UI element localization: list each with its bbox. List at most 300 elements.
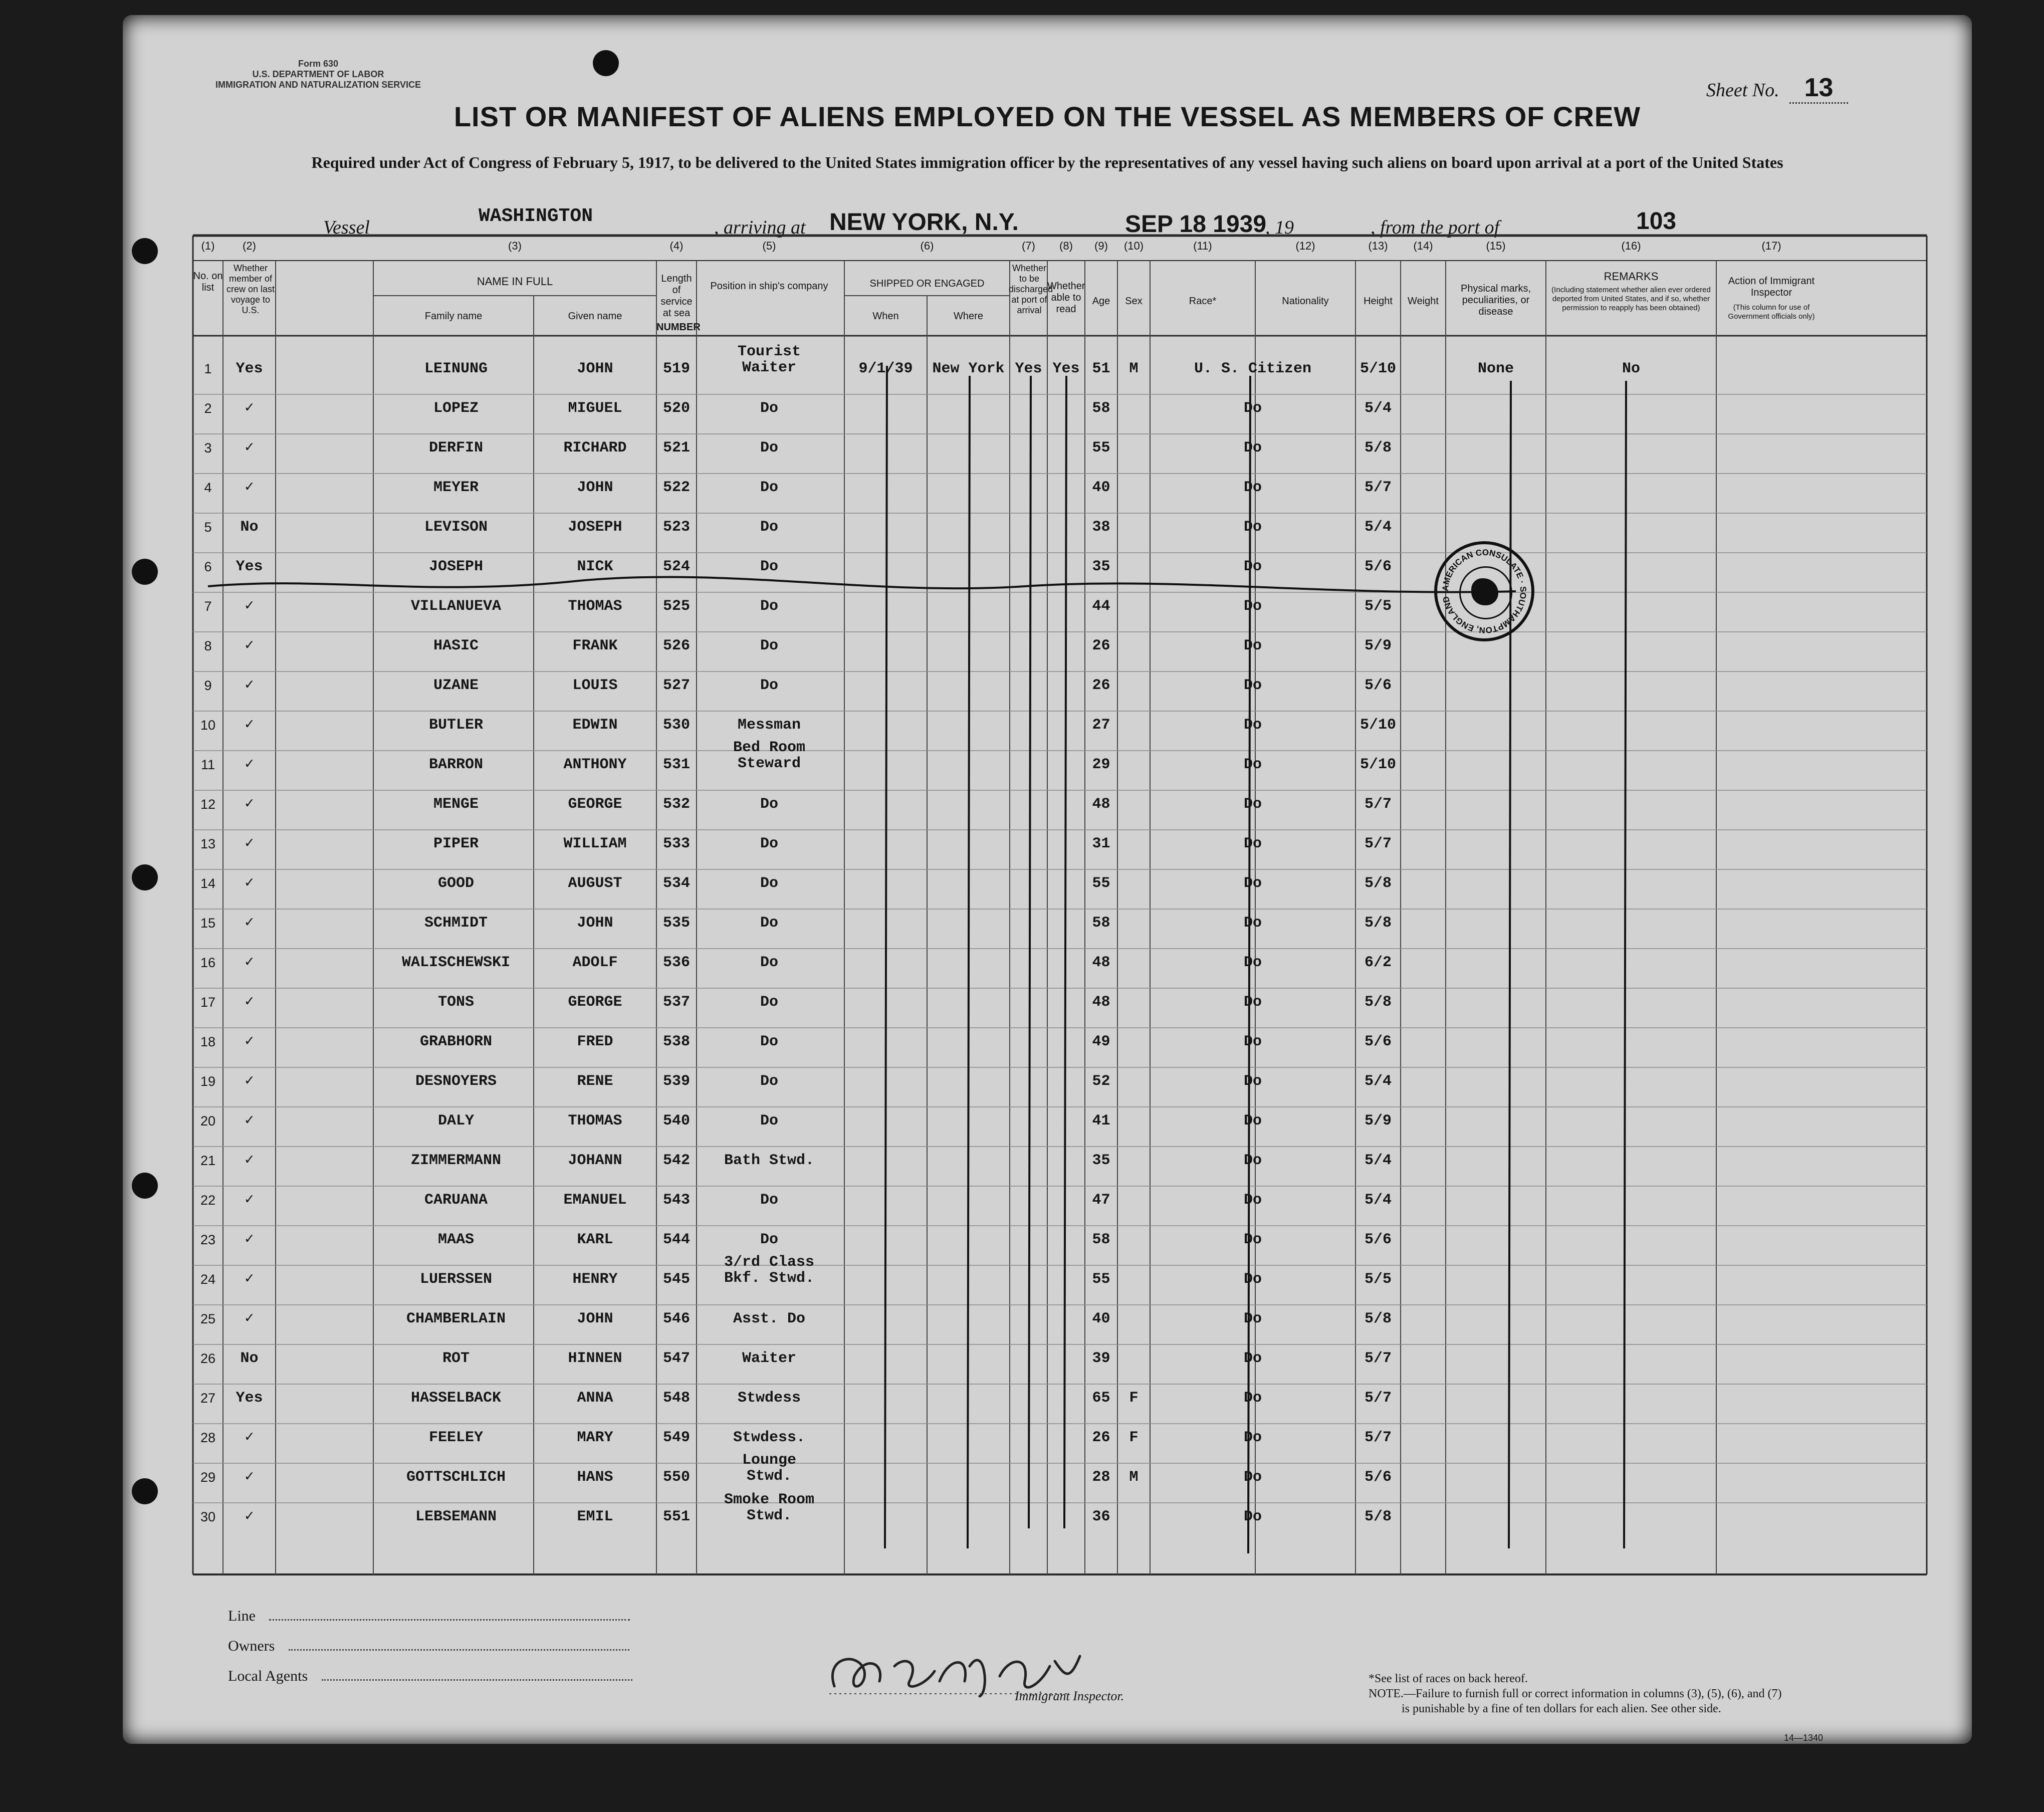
col-label-family: Family name bbox=[424, 311, 483, 322]
age: 28 bbox=[1092, 1469, 1110, 1486]
race-nationality: Do bbox=[1243, 717, 1262, 734]
table-row bbox=[123, 400, 1972, 440]
table-row bbox=[123, 1350, 1972, 1390]
line-label: Line bbox=[228, 1608, 256, 1624]
position: Bath Stwd. bbox=[724, 1152, 815, 1169]
height: 5/4 bbox=[1364, 1192, 1392, 1209]
family-name: BARRON bbox=[428, 756, 484, 773]
family-name: LUERSSEN bbox=[419, 1271, 493, 1288]
remarks: No bbox=[1622, 360, 1640, 377]
race-nationality: Do bbox=[1243, 994, 1262, 1011]
row-number: 24 bbox=[200, 1272, 216, 1287]
race-nationality: Do bbox=[1243, 1429, 1262, 1446]
race-nationality: Do bbox=[1243, 1073, 1262, 1090]
family-name: FEELEY bbox=[428, 1429, 484, 1446]
col-no-7: (7) bbox=[1022, 240, 1035, 252]
service-number: 522 bbox=[662, 479, 690, 496]
row-number: 28 bbox=[200, 1430, 216, 1445]
svg-text:AMERICAN CONSULATE · SOUTHAMPT bbox=[1441, 548, 1528, 635]
row-number: 6 bbox=[204, 559, 212, 574]
height: 5/10 bbox=[1359, 717, 1396, 734]
service-number: 540 bbox=[662, 1112, 690, 1129]
service-number: 542 bbox=[662, 1152, 690, 1169]
age: 38 bbox=[1092, 519, 1110, 536]
race-nationality: Do bbox=[1243, 1231, 1262, 1248]
prev-voyage: ✓ bbox=[245, 637, 254, 654]
given-name: HINNEN bbox=[568, 1350, 622, 1367]
prev-voyage: ✓ bbox=[245, 994, 254, 1011]
height: 5/8 bbox=[1364, 1508, 1392, 1525]
row-number: 3 bbox=[204, 440, 212, 456]
family-name: WALISCHEWSKI bbox=[401, 954, 511, 971]
service-number: 537 bbox=[662, 994, 690, 1011]
position: Do bbox=[760, 519, 778, 536]
family-name: ROT bbox=[442, 1350, 470, 1367]
family-name: GOOD bbox=[437, 875, 474, 892]
race-nationality: Do bbox=[1243, 1033, 1262, 1050]
position: Do bbox=[760, 637, 778, 654]
consulate-stamp bbox=[1434, 541, 1534, 641]
height: 5/8 bbox=[1364, 994, 1392, 1011]
sheet-value: 13 bbox=[1789, 73, 1849, 104]
able-to-read: Yes bbox=[1052, 360, 1080, 377]
position: Do bbox=[760, 994, 778, 1011]
family-name: LOPEZ bbox=[433, 400, 479, 417]
height: 5/6 bbox=[1364, 1469, 1392, 1486]
given-name: RENE bbox=[577, 1073, 613, 1090]
age: 52 bbox=[1092, 1073, 1110, 1090]
service-number: 539 bbox=[662, 1073, 690, 1090]
service-number: 550 bbox=[662, 1469, 690, 1486]
owners-label: Owners bbox=[228, 1638, 275, 1654]
row-number: 10 bbox=[200, 718, 216, 733]
footnotes bbox=[1369, 1671, 1781, 1716]
row-number: 11 bbox=[200, 757, 215, 772]
stamp-text: AMERICAN CONSULATE · SOUTHAMPTON, ENGLAND bbox=[1440, 547, 1528, 635]
given-name: JOSEPH bbox=[568, 519, 622, 536]
age: 48 bbox=[1092, 994, 1110, 1011]
race-nationality: Do bbox=[1243, 1112, 1262, 1129]
family-name: ZIMMERMANN bbox=[410, 1152, 502, 1169]
height: 5/8 bbox=[1364, 875, 1392, 892]
race-nationality: Do bbox=[1243, 1152, 1262, 1169]
position: Stwdess. bbox=[733, 1429, 806, 1446]
col-label-sex: Sex bbox=[1125, 296, 1143, 307]
given-name: FRANK bbox=[572, 637, 618, 654]
penalty-note-1: NOTE.—Failure to furnish full or correct information in columns (3), (5), (6), and (7) bbox=[1369, 1687, 1782, 1700]
position: Do bbox=[760, 400, 778, 417]
vessel-name: WASHINGTON bbox=[479, 205, 593, 227]
row-number: 27 bbox=[200, 1391, 216, 1406]
age: 55 bbox=[1092, 439, 1110, 457]
table-row bbox=[123, 836, 1972, 875]
shipped-where: New York bbox=[932, 360, 1005, 377]
age: 39 bbox=[1092, 1350, 1110, 1367]
height: 5/8 bbox=[1364, 915, 1392, 932]
service-number: 523 bbox=[662, 519, 690, 536]
table-row bbox=[123, 915, 1972, 955]
age: 58 bbox=[1092, 915, 1110, 932]
col-label-name: NAME IN FULL bbox=[477, 275, 553, 288]
family-name: CARUANA bbox=[424, 1192, 488, 1209]
row-number: 16 bbox=[200, 955, 216, 970]
height: 6/2 bbox=[1364, 954, 1392, 971]
from-label: , from the port of bbox=[1371, 217, 1500, 238]
race-nationality: Do bbox=[1243, 637, 1262, 654]
age: 27 bbox=[1092, 717, 1110, 734]
service-number: 543 bbox=[662, 1192, 690, 1209]
position: Do bbox=[760, 558, 778, 575]
given-name: EDWIN bbox=[572, 717, 618, 734]
height: 5/10 bbox=[1359, 756, 1396, 773]
height: 5/8 bbox=[1364, 1310, 1392, 1327]
family-name: MAAS bbox=[437, 1231, 474, 1248]
service-number: 526 bbox=[662, 637, 690, 654]
height: 5/7 bbox=[1364, 1350, 1392, 1367]
age: 31 bbox=[1092, 835, 1110, 852]
col-no-4: (4) bbox=[669, 240, 684, 252]
position: Waiter bbox=[742, 359, 797, 376]
given-name: JOHN bbox=[577, 915, 613, 932]
table-row bbox=[123, 677, 1972, 717]
given-name: GEORGE bbox=[568, 796, 622, 813]
age: 26 bbox=[1092, 677, 1110, 694]
row-number: 26 bbox=[200, 1351, 216, 1366]
service-number: 521 bbox=[662, 439, 690, 457]
family-name: GRABHORN bbox=[419, 1033, 493, 1050]
page-subtitle: Required under Act of Congress of February 5, 1917, to be delivered to the United States immigration officer by the representatives of any vessel having such aliens on board upon arrival at a port of the United States bbox=[311, 153, 1783, 171]
family-name: LEINUNG bbox=[424, 360, 488, 377]
row-number: 23 bbox=[200, 1232, 216, 1247]
table-row bbox=[123, 343, 1972, 400]
sex: F bbox=[1129, 1390, 1139, 1407]
given-name: JOHN bbox=[577, 1310, 613, 1327]
table-row bbox=[123, 1452, 1972, 1509]
service-number: 551 bbox=[662, 1508, 690, 1525]
row-number: 14 bbox=[200, 876, 216, 891]
prev-voyage: ✓ bbox=[245, 915, 254, 932]
given-name: LOUIS bbox=[572, 677, 618, 694]
col-label-height: Height bbox=[1364, 296, 1393, 307]
family-name: LEBSEMANN bbox=[415, 1508, 497, 1525]
col-label-no: No. on list bbox=[193, 271, 223, 293]
col-no-14: (14) bbox=[1413, 240, 1433, 252]
prev-voyage: ✓ bbox=[245, 875, 254, 892]
height: 5/6 bbox=[1364, 1033, 1392, 1050]
race-nationality: Do bbox=[1243, 1469, 1262, 1486]
table-row bbox=[123, 955, 1972, 994]
col-no-10: (10) bbox=[1123, 240, 1144, 252]
col-no-5: (5) bbox=[762, 240, 776, 252]
prev-voyage: No bbox=[240, 519, 259, 536]
age: 41 bbox=[1092, 1112, 1110, 1129]
given-name: RICHARD bbox=[563, 439, 627, 457]
position: Do bbox=[760, 677, 778, 694]
table-row bbox=[123, 1491, 1972, 1548]
family-name: DERFIN bbox=[428, 439, 484, 457]
prev-voyage: ✓ bbox=[245, 1271, 254, 1288]
height: 5/4 bbox=[1364, 519, 1392, 536]
given-name: MARY bbox=[577, 1429, 613, 1446]
row-number: 29 bbox=[200, 1470, 216, 1485]
race-nationality: Do bbox=[1243, 1390, 1262, 1407]
position: Do bbox=[760, 1192, 778, 1209]
table-row bbox=[123, 994, 1972, 1034]
race-nationality: Do bbox=[1243, 1271, 1262, 1288]
arriving-label: , arriving at bbox=[714, 217, 806, 238]
race-nationality: Do bbox=[1243, 796, 1262, 813]
family-name: MENGE bbox=[433, 796, 479, 813]
position: Steward bbox=[737, 755, 801, 772]
physical-marks: None bbox=[1477, 360, 1514, 377]
col-no-8: (8) bbox=[1059, 240, 1073, 252]
col-no-12: (12) bbox=[1295, 240, 1315, 252]
service-number: 519 bbox=[662, 360, 690, 377]
row-number: 22 bbox=[200, 1193, 216, 1208]
service-number: 520 bbox=[662, 400, 690, 417]
arrival-port: NEW YORK, N.Y. bbox=[829, 209, 1019, 236]
given-name: THOMAS bbox=[568, 598, 622, 615]
col-label-age: Age bbox=[1092, 296, 1110, 307]
table-row bbox=[123, 1311, 1972, 1350]
race-nationality: Do bbox=[1243, 1508, 1262, 1525]
service-number: 536 bbox=[662, 954, 690, 971]
prev-voyage: ✓ bbox=[245, 479, 254, 496]
agents-field bbox=[228, 1668, 632, 1685]
col-label-prev-voyage: Whether member of crew on last voyage to U.S. bbox=[226, 263, 275, 315]
given-name: AUGUST bbox=[568, 875, 622, 892]
age: 58 bbox=[1092, 1231, 1110, 1248]
department-name: U.S. DEPARTMENT OF LABOR bbox=[252, 69, 384, 79]
service-number: 530 bbox=[662, 717, 690, 734]
service-number: 532 bbox=[662, 796, 690, 813]
row-number: 21 bbox=[200, 1153, 216, 1168]
prev-voyage: Yes bbox=[236, 360, 263, 377]
arrival-date: SEP 18 1939 bbox=[1125, 211, 1267, 238]
line-field bbox=[228, 1608, 630, 1625]
given-name: JOHN bbox=[577, 360, 613, 377]
col-label-given: Given name bbox=[568, 311, 622, 322]
height: 5/5 bbox=[1364, 1271, 1392, 1288]
service-number: 547 bbox=[662, 1350, 690, 1367]
family-name: UZANE bbox=[433, 677, 479, 694]
inspector-label: Immigrant Inspector. bbox=[1015, 1689, 1124, 1703]
height: 5/7 bbox=[1364, 1429, 1392, 1446]
family-name: CHAMBERLAIN bbox=[406, 1310, 506, 1327]
family-name: LEVISON bbox=[424, 519, 488, 536]
prev-voyage: ✓ bbox=[245, 1033, 254, 1050]
row-number: 2 bbox=[204, 401, 212, 416]
col-label-race: Race* bbox=[1189, 296, 1217, 307]
race-nationality: U. S. Citizen bbox=[1194, 360, 1312, 377]
age: 47 bbox=[1092, 1192, 1110, 1209]
service-name: IMMIGRATION AND NATURALIZATION SERVICE bbox=[215, 80, 421, 90]
family-name: JOSEPH bbox=[428, 558, 484, 575]
height: 5/9 bbox=[1364, 637, 1392, 654]
race-nationality: Do bbox=[1243, 875, 1262, 892]
age: 26 bbox=[1092, 1429, 1110, 1446]
table-row bbox=[123, 796, 1972, 836]
manifest-sheet bbox=[123, 15, 1972, 1744]
race-nationality: Do bbox=[1243, 915, 1262, 932]
table-row bbox=[123, 1390, 1972, 1430]
position: Stwd. bbox=[746, 1468, 792, 1485]
height: 5/8 bbox=[1364, 439, 1392, 457]
service-number: 535 bbox=[662, 915, 690, 932]
height: 5/4 bbox=[1364, 1152, 1392, 1169]
sex: M bbox=[1129, 360, 1139, 377]
col-no-9: (9) bbox=[1094, 240, 1108, 252]
col-no-15: (15) bbox=[1486, 240, 1506, 252]
position: Do bbox=[760, 479, 778, 496]
penalty-note-2: is punishable by a fine of ten dollars for each alien. See other side. bbox=[1402, 1702, 1721, 1715]
given-name: NICK bbox=[577, 558, 613, 575]
table-row bbox=[123, 875, 1972, 915]
position: Do bbox=[760, 835, 778, 852]
position: Do bbox=[760, 954, 778, 971]
given-name: THOMAS bbox=[568, 1112, 622, 1129]
race-nationality: Do bbox=[1243, 954, 1262, 971]
given-name: JOHANN bbox=[568, 1152, 622, 1169]
col-no-6: (6) bbox=[920, 240, 934, 252]
race-nationality: Do bbox=[1243, 1310, 1262, 1327]
given-name: WILLIAM bbox=[563, 835, 627, 852]
col-no-11: (11) bbox=[1193, 240, 1212, 252]
row-number: 13 bbox=[200, 836, 216, 851]
family-name: DESNOYERS bbox=[415, 1073, 497, 1090]
given-name: MIGUEL bbox=[568, 400, 622, 417]
prev-voyage: ✓ bbox=[245, 756, 254, 773]
prev-voyage: ✓ bbox=[245, 1429, 254, 1446]
age: 36 bbox=[1092, 1508, 1110, 1525]
position: Waiter bbox=[742, 1350, 797, 1367]
age: 58 bbox=[1092, 400, 1110, 417]
table-row bbox=[123, 1113, 1972, 1153]
prev-voyage: ✓ bbox=[245, 1112, 254, 1129]
height: 5/6 bbox=[1364, 1231, 1392, 1248]
height: 5/7 bbox=[1364, 1390, 1392, 1407]
service-number: 531 bbox=[662, 756, 690, 773]
family-name: TONS bbox=[437, 994, 474, 1011]
age: 55 bbox=[1092, 1271, 1110, 1288]
row-number: 17 bbox=[200, 995, 216, 1010]
age: 35 bbox=[1092, 1152, 1110, 1169]
position: Messman bbox=[737, 717, 801, 734]
table-row bbox=[123, 519, 1972, 559]
height: 5/6 bbox=[1364, 558, 1392, 575]
position-line1: Smoke Room bbox=[724, 1491, 815, 1508]
table-row bbox=[123, 1073, 1972, 1113]
row-number: 8 bbox=[204, 638, 212, 653]
prev-voyage: ✓ bbox=[245, 835, 254, 852]
age: 44 bbox=[1092, 598, 1110, 615]
row-number: 18 bbox=[200, 1034, 216, 1049]
prev-voyage: ✓ bbox=[245, 1231, 254, 1248]
prev-voyage: ✓ bbox=[245, 1310, 254, 1327]
table-row bbox=[123, 559, 1972, 598]
family-name: MEYER bbox=[433, 479, 479, 496]
col-no-16: (16) bbox=[1621, 240, 1641, 252]
position: Do bbox=[760, 1073, 778, 1090]
position-line1: 3/rd Class bbox=[724, 1254, 815, 1271]
position: Stwd. bbox=[746, 1507, 792, 1524]
race-nationality: Do bbox=[1243, 598, 1262, 615]
given-name: GEORGE bbox=[568, 994, 622, 1011]
given-name: HANS bbox=[577, 1469, 613, 1486]
height: 5/7 bbox=[1364, 835, 1392, 852]
age: 48 bbox=[1092, 954, 1110, 971]
prev-voyage: ✓ bbox=[245, 677, 254, 694]
family-name: HASSELBACK bbox=[410, 1390, 502, 1407]
vessel-label: Vessel bbox=[323, 217, 370, 238]
prev-voyage: ✓ bbox=[245, 1152, 254, 1169]
height: 5/7 bbox=[1364, 796, 1392, 813]
service-number: 548 bbox=[662, 1390, 690, 1407]
col-label-nationality: Nationality bbox=[1282, 296, 1329, 307]
race-nationality: Do bbox=[1243, 1192, 1262, 1209]
age: 29 bbox=[1092, 756, 1110, 773]
given-name: JOHN bbox=[577, 479, 613, 496]
age: 49 bbox=[1092, 1033, 1110, 1050]
col-no-1: (1) bbox=[201, 240, 215, 252]
height: 5/5 bbox=[1364, 598, 1392, 615]
list-number: 103 bbox=[1636, 208, 1677, 235]
table-row bbox=[123, 1192, 1972, 1232]
row-number: 15 bbox=[200, 916, 216, 931]
col-label-when: When bbox=[872, 311, 899, 322]
age: 55 bbox=[1092, 875, 1110, 892]
table-row bbox=[123, 1232, 1972, 1271]
form-number: Form 630 bbox=[298, 59, 339, 69]
position: Do bbox=[760, 875, 778, 892]
row-number: 7 bbox=[204, 599, 212, 614]
service-number: 527 bbox=[662, 677, 690, 694]
race-nationality: Do bbox=[1243, 1350, 1262, 1367]
family-name: BUTLER bbox=[428, 717, 484, 734]
age: 48 bbox=[1092, 796, 1110, 813]
height: 5/4 bbox=[1364, 1073, 1392, 1090]
table-row bbox=[123, 1034, 1972, 1073]
year-label: , 19 bbox=[1265, 217, 1294, 238]
row-number: 12 bbox=[200, 797, 216, 812]
position: Do bbox=[760, 915, 778, 932]
age: 40 bbox=[1092, 479, 1110, 496]
prev-voyage: ✓ bbox=[245, 1192, 254, 1209]
height: 5/9 bbox=[1364, 1112, 1392, 1129]
row-number: 1 bbox=[204, 361, 212, 376]
service-number: 534 bbox=[662, 875, 690, 892]
prev-voyage: ✓ bbox=[245, 796, 254, 813]
prev-voyage: ✓ bbox=[245, 717, 254, 734]
family-name: PIPER bbox=[433, 835, 479, 852]
service-number: 524 bbox=[662, 558, 690, 575]
service-number: 525 bbox=[662, 598, 690, 615]
prev-voyage: ✓ bbox=[245, 1469, 254, 1486]
age: 40 bbox=[1092, 1310, 1110, 1327]
family-name: SCHMIDT bbox=[424, 915, 488, 932]
service-number: 544 bbox=[662, 1231, 690, 1248]
col-label-weight: Weight bbox=[1408, 296, 1439, 307]
age: 26 bbox=[1092, 637, 1110, 654]
col-label-remarks-note: (Including statement whether alien ever ordered deported from United States, and if so, whether permission to reapply has been obtained) bbox=[1551, 286, 1711, 312]
prev-voyage: ✓ bbox=[245, 1073, 254, 1090]
given-name: FRED bbox=[577, 1033, 613, 1050]
col-no-13: (13) bbox=[1368, 240, 1388, 252]
race-nationality: Do bbox=[1243, 677, 1262, 694]
family-name: DALY bbox=[437, 1112, 474, 1129]
prev-voyage: Yes bbox=[236, 558, 263, 575]
race-nationality: Do bbox=[1243, 756, 1262, 773]
